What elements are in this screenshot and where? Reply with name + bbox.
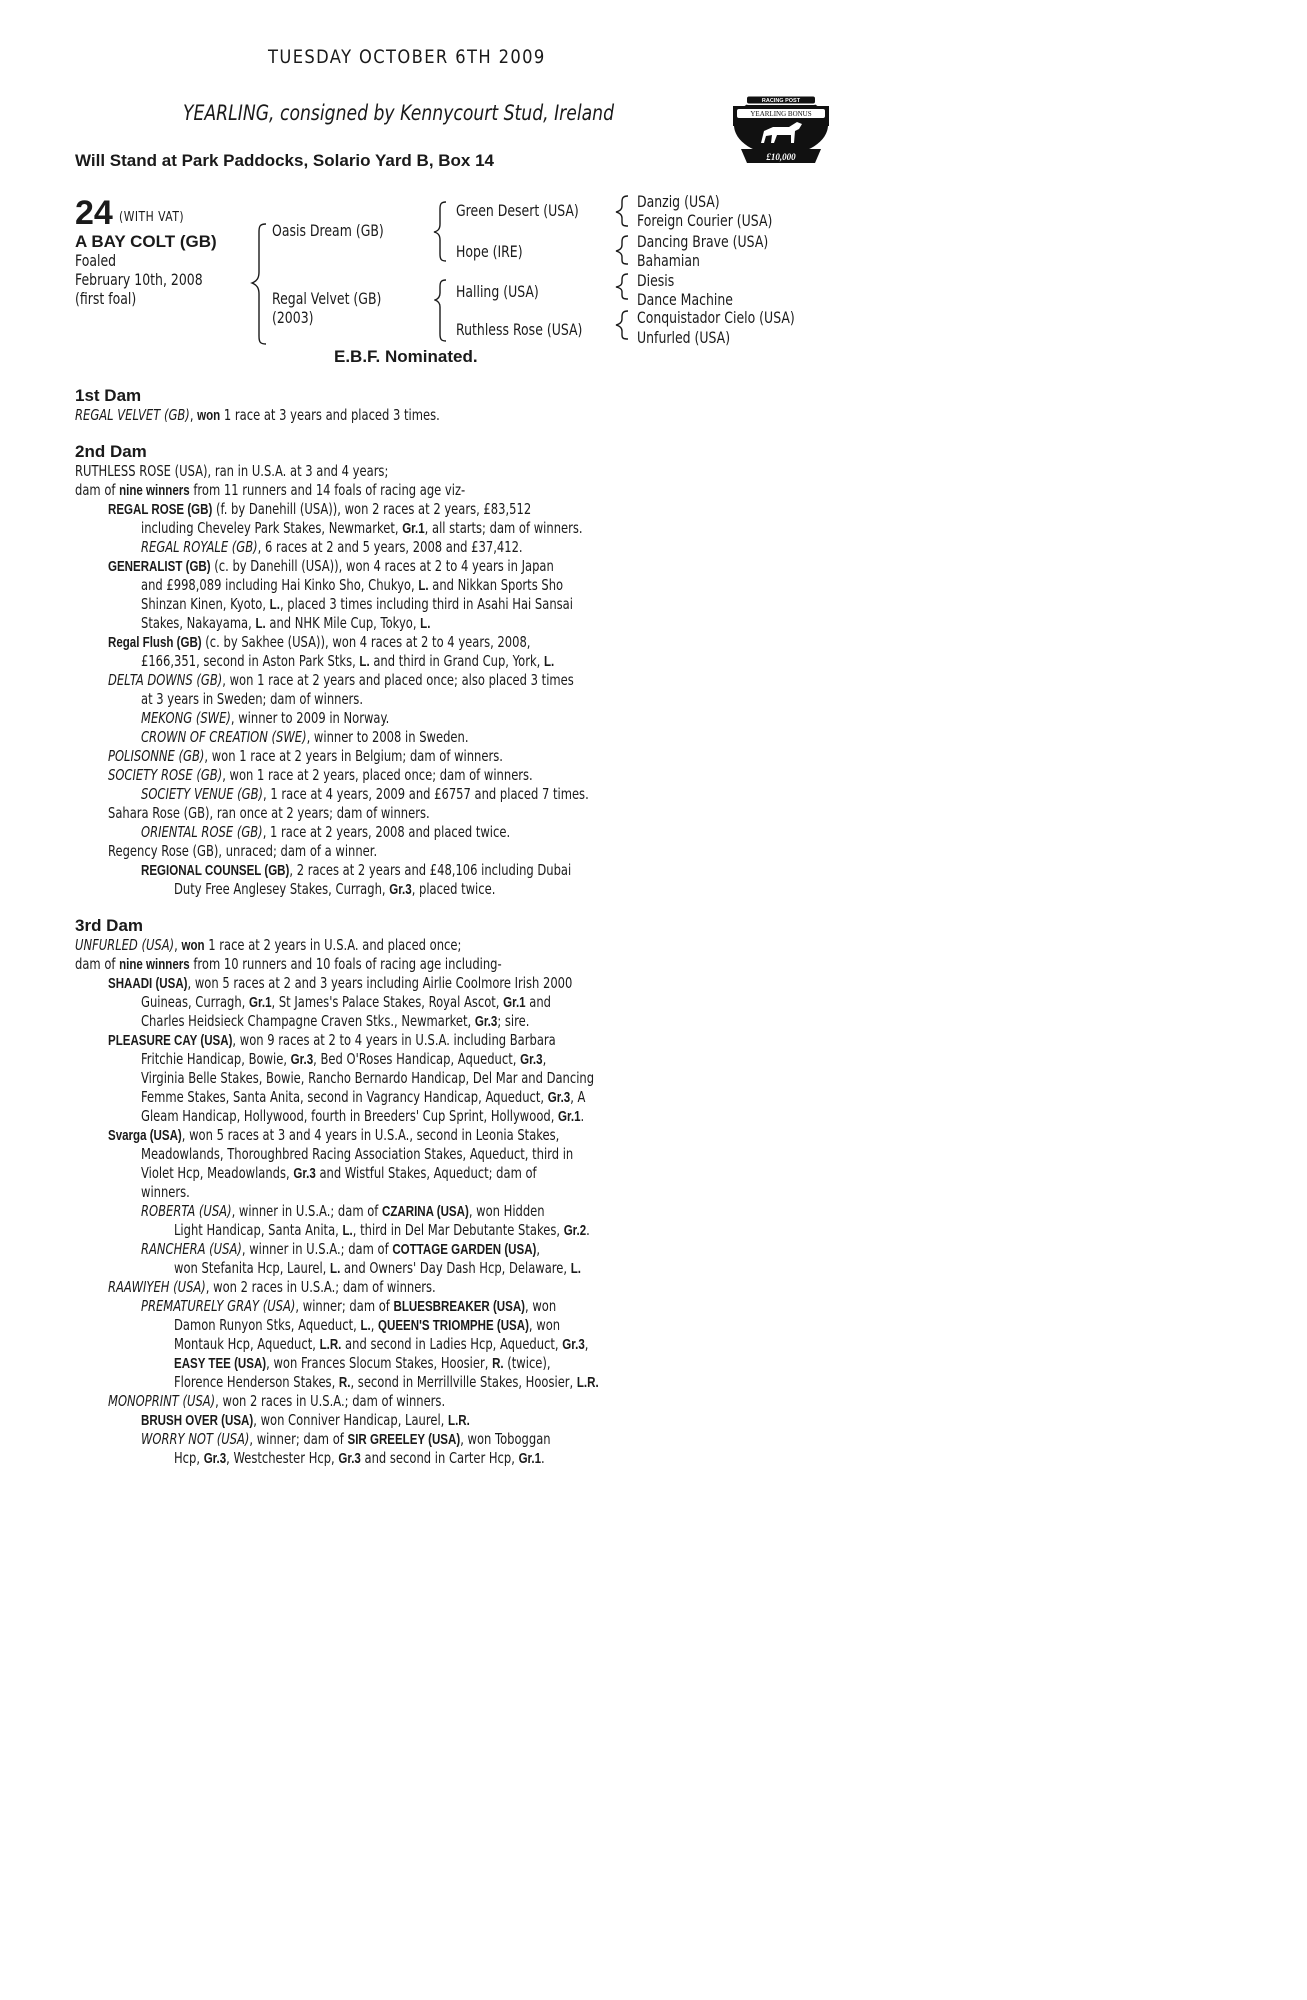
text-run: Shinzan Kinen, Kyoto, bbox=[141, 595, 270, 613]
text-run: , won bbox=[528, 1316, 561, 1334]
catalogue-line-text bbox=[141, 1430, 551, 1448]
pedigree-g3-4: Bahamian bbox=[637, 251, 700, 270]
catalogue-line bbox=[141, 1430, 680, 1449]
text-run: Florence Henderson Stakes, bbox=[174, 1373, 339, 1391]
bold-run: QUEEN'S TRIOMPHE (USA) bbox=[378, 1317, 529, 1334]
bold-run: won bbox=[181, 937, 205, 954]
catalogue-line-text bbox=[141, 993, 551, 1011]
catalogue-line-text bbox=[108, 557, 554, 575]
text-run: and second in Ladies Hcp, Aqueduct, bbox=[341, 1335, 563, 1353]
bold-run: L.R. bbox=[319, 1336, 342, 1353]
bold-run: L.R. bbox=[448, 1412, 470, 1429]
catalogue-line-text bbox=[141, 728, 469, 746]
pedigree-sire-sire: Green Desert (USA) bbox=[456, 201, 579, 220]
text-run: , bbox=[174, 936, 182, 954]
pedigree-g3-8: Unfurled (USA) bbox=[637, 328, 731, 347]
bold-run: Svarga (USA) bbox=[108, 1127, 182, 1144]
text-run: and Wistful Stakes, Aqueduct; dam of bbox=[315, 1164, 537, 1182]
text-run: , won 2 races in U.S.A.; dam of winners. bbox=[205, 1278, 436, 1296]
bold-run: Gr.1 bbox=[518, 1450, 542, 1467]
catalogue-line bbox=[108, 1392, 552, 1411]
catalogue-line-text bbox=[141, 1050, 546, 1068]
bold-run: L. bbox=[570, 1260, 581, 1277]
catalogue-line-text bbox=[174, 1316, 560, 1334]
text-run: , 1 race at 2 years, 2008 and placed twice. bbox=[262, 823, 511, 841]
text-run: (c. by Sakhee (USA)), won 4 races at 2 to 4 years, 2008, bbox=[201, 633, 531, 651]
text-run: , third in Del Mar Debutante Stakes, bbox=[352, 1221, 564, 1239]
bold-run: nine winners bbox=[119, 482, 190, 499]
catalogue-line bbox=[174, 1335, 719, 1354]
text-run: , bbox=[542, 1050, 547, 1068]
text-run: and Owners' Day Dash Hcp, Delaware, bbox=[340, 1259, 571, 1277]
pedigree-dam-sire: Halling (USA) bbox=[456, 282, 539, 301]
text-run: Light Handicap, Santa Anita, bbox=[174, 1221, 343, 1239]
catalogue-line-text bbox=[141, 690, 363, 708]
bold-run: Gr.3 bbox=[389, 881, 412, 898]
text-run: Meadowlands, Thoroughbred Racing Association Stakes, Aqueduct, third in bbox=[141, 1145, 574, 1163]
sale-date: TUESDAY OCTOBER 6TH 2009 bbox=[268, 46, 546, 68]
badge-bottom-text: £10,000 bbox=[766, 152, 796, 162]
catalogue-line bbox=[141, 1050, 674, 1069]
stand-location: Will Stand at Park Paddocks, Solario Yard B, Box 14 bbox=[75, 151, 495, 170]
bold-run: R. bbox=[338, 1374, 351, 1391]
text-run: winners. bbox=[141, 1183, 190, 1201]
text-run: dam of bbox=[75, 481, 120, 499]
catalogue-line bbox=[75, 406, 555, 425]
pedigree-dam-year: (2003) bbox=[272, 308, 314, 327]
catalogue-line bbox=[75, 936, 583, 955]
catalogue-line-text bbox=[108, 1126, 559, 1144]
catalogue-line-text bbox=[141, 1202, 545, 1220]
catalogue-line-text bbox=[141, 1088, 585, 1106]
text-run: . bbox=[541, 1449, 545, 1467]
catalogue-line-text bbox=[141, 785, 589, 803]
italic-run: REGAL VELVET (GB) bbox=[75, 406, 190, 424]
bold-run: L. bbox=[342, 1222, 353, 1239]
bold-run: Regal Flush (GB) bbox=[108, 634, 202, 651]
bold-run: BLUESBREAKER (USA) bbox=[393, 1298, 526, 1315]
text-run: , winner; dam of bbox=[249, 1430, 348, 1448]
lot-name: A BAY COLT (GB) bbox=[75, 232, 217, 251]
yearling-bonus-badge bbox=[731, 91, 831, 169]
text-run: Femme Stakes, Santa Anita, second in Vagrancy Handicap, Aqueduct, bbox=[141, 1088, 548, 1106]
text-run: , winner in U.S.A.; dam of bbox=[231, 1202, 383, 1220]
bold-run: Gr.3 bbox=[290, 1051, 314, 1068]
catalogue-line-text bbox=[141, 1069, 594, 1087]
catalogue-line bbox=[108, 1031, 697, 1050]
catalogue-line-text bbox=[174, 1335, 588, 1353]
catalogue-line-text bbox=[108, 500, 531, 518]
catalogue-line-text bbox=[141, 1164, 537, 1182]
text-run: , St James's Palace Stakes, Royal Ascot, bbox=[271, 993, 504, 1011]
catalogue-line bbox=[141, 1202, 672, 1221]
text-run: , Bed O'Roses Handicap, Aqueduct, bbox=[313, 1050, 521, 1068]
foaled-label: Foaled bbox=[75, 251, 117, 270]
catalogue-line bbox=[141, 861, 707, 880]
italic-run: SOCIETY VENUE (GB) bbox=[141, 785, 264, 803]
catalogue-line bbox=[141, 993, 680, 1012]
italic-run: DELTA DOWNS (GB) bbox=[108, 671, 223, 689]
bold-run: Gr.3 bbox=[203, 1450, 227, 1467]
catalogue-line bbox=[75, 481, 588, 500]
catalogue-line bbox=[108, 766, 667, 785]
italic-run: WORRY NOT (USA) bbox=[141, 1430, 250, 1448]
text-run: . bbox=[586, 1221, 590, 1239]
bold-run: Gr.3 bbox=[520, 1051, 543, 1068]
catalogue-line-text bbox=[108, 633, 530, 651]
text-run: Montauk Hcp, Aqueduct, bbox=[174, 1335, 320, 1353]
text-run: dam of bbox=[75, 955, 120, 973]
foal-note: (first foal) bbox=[75, 289, 137, 308]
catalogue-line bbox=[141, 1297, 687, 1316]
catalogue-line bbox=[141, 785, 730, 804]
text-run: , won 1 race at 2 years in Belgium; dam of winners. bbox=[204, 747, 503, 765]
italic-run: RAAWIYEH (USA) bbox=[108, 1278, 206, 1296]
pedigree-g3-5: Diesis bbox=[637, 271, 675, 290]
italic-run: RANCHERA (USA) bbox=[141, 1240, 242, 1258]
catalogue-line-text bbox=[141, 595, 573, 613]
italic-run: MONOPRINT (USA) bbox=[108, 1392, 216, 1410]
text-run: , won bbox=[525, 1297, 557, 1315]
italic-run: CROWN OF CREATION (SWE) bbox=[141, 728, 307, 746]
ebf-nominated: E.B.F. Nominated. bbox=[334, 347, 478, 366]
text-run: Damon Runyon Stks, Aqueduct, bbox=[174, 1316, 361, 1334]
bold-run: won bbox=[197, 407, 221, 424]
catalogue-line-text bbox=[141, 652, 554, 670]
catalogue-line bbox=[141, 1411, 574, 1430]
catalogue-line bbox=[108, 1278, 539, 1297]
text-run: Virginia Belle Stakes, Bowie, Rancho Bernardo Handicap, Del Mar and Dancing bbox=[141, 1069, 595, 1087]
vat-note: (WITH VAT) bbox=[119, 209, 185, 225]
pedigree-g3-2: Foreign Courier (USA) bbox=[637, 211, 773, 230]
bold-run: L. bbox=[420, 615, 431, 632]
text-run: , 2 races at 2 years and £48,106 including Dubai bbox=[289, 861, 572, 879]
text-run: Guineas, Curragh, bbox=[141, 993, 250, 1011]
catalogue-line bbox=[174, 1449, 662, 1468]
catalogue-line bbox=[141, 519, 722, 538]
consignment-line: YEARLING, consigned by Kennycourt Stud, Ireland bbox=[183, 101, 615, 125]
text-run: Gleam Handicap, Hollywood, fourth in Breeders' Cup Sprint, Hollywood, bbox=[141, 1107, 559, 1125]
text-run: Duty Free Anglesey Stakes, Curragh, bbox=[174, 880, 390, 898]
catalogue-line bbox=[141, 1145, 710, 1164]
catalogue-line bbox=[108, 974, 719, 993]
text-run: and NHK Mile Cup, Tokyo, bbox=[265, 614, 421, 632]
text-run: 1 race at 3 years and placed 3 times. bbox=[220, 406, 440, 424]
text-run: , bbox=[584, 1335, 589, 1353]
catalogue-line bbox=[141, 1164, 662, 1183]
bold-run: L. bbox=[359, 653, 370, 670]
text-run: , won 5 races at 2 and 3 years including Airlie Coolmore Irish 2000 bbox=[187, 974, 573, 992]
text-run: , won Frances Slocum Stakes, Hoosier, bbox=[266, 1354, 493, 1372]
italic-run: ROBERTA (USA) bbox=[141, 1202, 232, 1220]
text-run: ; sire. bbox=[497, 1012, 530, 1030]
catalogue-line-text bbox=[174, 1354, 551, 1372]
text-run: (c. by Danehill (USA)), won 4 races at 2 to 4 years in Japan bbox=[210, 557, 554, 575]
catalogue-line bbox=[141, 538, 643, 557]
catalogue-line-text bbox=[75, 406, 440, 424]
foaled-date: February 10th, 2008 bbox=[75, 270, 203, 289]
text-run: , placed twice. bbox=[411, 880, 496, 898]
bold-run: REGAL ROSE (GB) bbox=[108, 501, 213, 518]
catalogue-line-text bbox=[75, 936, 461, 954]
italic-run: POLISONNE (GB) bbox=[108, 747, 205, 765]
catalogue-line bbox=[174, 1373, 733, 1392]
catalogue-line-text bbox=[141, 1145, 573, 1163]
section-heading-2nd-dam: 2nd Dam bbox=[75, 442, 147, 461]
bold-run: Gr.3 bbox=[474, 1013, 498, 1030]
bold-run: CZARINA (USA) bbox=[382, 1203, 469, 1220]
text-run: won Stefanita Hcp, Laurel, bbox=[174, 1259, 331, 1277]
catalogue-line bbox=[141, 1107, 724, 1126]
badge-top-text: RACING POST bbox=[761, 98, 801, 104]
catalogue-line-text bbox=[75, 955, 502, 973]
bold-run: L. bbox=[330, 1260, 341, 1277]
text-run: Charles Heidsieck Champagne Craven Stks., Newmarket, bbox=[141, 1012, 475, 1030]
text-run: (twice), bbox=[503, 1354, 551, 1372]
text-run: 1 race at 2 years in U.S.A. and placed once; bbox=[204, 936, 462, 954]
text-run: and second in Carter Hcp, bbox=[360, 1449, 519, 1467]
catalogue-line-text bbox=[174, 880, 495, 898]
catalogue-line bbox=[174, 880, 597, 899]
bold-run: Gr.3 bbox=[562, 1336, 585, 1353]
bold-run: Gr.3 bbox=[293, 1165, 316, 1182]
catalogue-line-text bbox=[108, 747, 503, 765]
bold-run: Gr.1 bbox=[402, 520, 425, 537]
catalogue-line-text bbox=[108, 766, 533, 784]
text-run: , all starts; dam of winners. bbox=[424, 519, 583, 537]
catalogue-line-text bbox=[141, 538, 523, 556]
text-run: , bbox=[189, 406, 198, 424]
pedigree-g3-1: Danzig (USA) bbox=[637, 192, 720, 211]
pedigree-g3-7: Conquistador Cielo (USA) bbox=[637, 308, 795, 327]
bold-run: L.R. bbox=[576, 1374, 599, 1391]
catalogue-line bbox=[108, 804, 531, 823]
text-run: . bbox=[580, 1107, 585, 1125]
catalogue-line bbox=[108, 671, 721, 690]
catalogue-line bbox=[174, 1259, 709, 1278]
italic-run: UNFURLED (USA) bbox=[75, 936, 175, 954]
catalogue-line-text bbox=[75, 481, 465, 499]
catalogue-line-text bbox=[174, 1449, 545, 1467]
italic-run: MEKONG (SWE) bbox=[141, 709, 231, 727]
catalogue-line-text bbox=[75, 462, 388, 480]
catalogue-line-text bbox=[174, 1221, 590, 1239]
bold-run: L. bbox=[255, 615, 266, 632]
text-run: including Cheveley Park Stakes, Newmarket, bbox=[141, 519, 403, 537]
catalogue-line-text bbox=[141, 823, 510, 841]
catalogue-line bbox=[141, 1012, 652, 1031]
catalogue-line bbox=[108, 557, 695, 576]
catalogue-line-text bbox=[141, 1183, 190, 1201]
pedigree-dam: Regal Velvet (GB) bbox=[272, 289, 382, 308]
catalogue-line bbox=[108, 747, 628, 766]
text-run: and third in Grand Cup, York, bbox=[369, 652, 544, 670]
catalogue-line-text bbox=[108, 671, 574, 689]
text-run: , bbox=[536, 1240, 541, 1258]
text-run: , won 1 race at 2 years, placed once; dam of winners. bbox=[222, 766, 533, 784]
italic-run: ORIENTAL ROSE (GB) bbox=[141, 823, 263, 841]
catalogue-line-text bbox=[141, 576, 563, 594]
text-run: , won 9 races at 2 to 4 years in U.S.A. including Barbara bbox=[232, 1031, 556, 1049]
badge-middle-text: YEARLING BONUS bbox=[750, 110, 812, 118]
text-run: and Nikkan Sports Sho bbox=[428, 576, 564, 594]
bold-run: Gr.2 bbox=[563, 1222, 587, 1239]
text-run: from 10 runners and 10 foals of racing age including- bbox=[189, 955, 502, 973]
catalogue-line bbox=[141, 1069, 737, 1088]
catalogue-line-text bbox=[141, 1107, 584, 1125]
pedigree-brackets-dam bbox=[434, 276, 454, 348]
text-run: , won 2 races in U.S.A.; dam of winners. bbox=[215, 1392, 446, 1410]
bold-run: SIR GREELEY (USA) bbox=[347, 1431, 461, 1448]
bold-run: EASY TEE (USA) bbox=[174, 1355, 267, 1372]
catalogue-line-text bbox=[141, 709, 389, 727]
bold-run: nine winners bbox=[119, 956, 190, 973]
text-run: , Westchester Hcp, bbox=[226, 1449, 339, 1467]
catalogue-line-text bbox=[108, 974, 572, 992]
catalogue-line bbox=[141, 576, 696, 595]
text-run: and bbox=[525, 993, 551, 1011]
catalogue-line bbox=[141, 614, 522, 633]
text-run: , placed 3 times including third in Asahi Hai Sansai bbox=[279, 595, 573, 613]
catalogue-line bbox=[141, 1183, 205, 1202]
bold-run: SHAADI (USA) bbox=[108, 975, 188, 992]
catalogue-line bbox=[174, 1354, 670, 1373]
catalogue-line-text bbox=[141, 519, 583, 537]
bold-run: Gr.1 bbox=[503, 994, 526, 1011]
catalogue-line bbox=[108, 1126, 702, 1145]
bold-run: L. bbox=[543, 653, 555, 670]
bold-run: L. bbox=[418, 577, 429, 594]
text-run: , winner to 2008 in Sweden. bbox=[306, 728, 469, 746]
bold-run: Gr.1 bbox=[558, 1108, 581, 1125]
catalogue-line-text bbox=[141, 1297, 556, 1315]
bold-run: REGIONAL COUNSEL (GB) bbox=[141, 862, 290, 879]
text-run: from 11 runners and 14 foals of racing age viz- bbox=[189, 481, 466, 499]
text-run: , winner; dam of bbox=[295, 1297, 394, 1315]
text-run: , second in Merrillville Stakes, Hoosier, bbox=[350, 1373, 577, 1391]
catalogue-line bbox=[108, 842, 462, 861]
text-run: at 3 years in Sweden; dam of winners. bbox=[141, 690, 363, 708]
catalogue-line bbox=[75, 955, 636, 974]
bold-run: COTTAGE GARDEN (USA) bbox=[392, 1241, 537, 1258]
catalogue-line-text bbox=[108, 804, 430, 822]
catalogue-line bbox=[141, 823, 627, 842]
section-heading-1st-dam: 1st Dam bbox=[75, 386, 142, 405]
text-run: , 6 races at 2 and 5 years, 2008 and £37,412. bbox=[257, 538, 523, 556]
text-run: £166,351, second in Aston Park Stks, bbox=[141, 652, 360, 670]
pedigree-sire-dam: Hope (IRE) bbox=[456, 242, 523, 261]
catalogue-line-text bbox=[141, 1411, 470, 1429]
catalogue-line bbox=[174, 1316, 682, 1335]
text-run: , won 1 race at 2 years and placed once; also placed 3 times bbox=[222, 671, 574, 689]
bold-run: Gr.1 bbox=[249, 994, 272, 1011]
bold-run: R. bbox=[492, 1355, 504, 1372]
catalogue-line-text bbox=[141, 1240, 540, 1258]
text-run: , bbox=[370, 1316, 379, 1334]
pedigree-dam-dam: Ruthless Rose (USA) bbox=[456, 320, 583, 339]
text-run: , won 5 races at 3 and 4 years in U.S.A., second in Leonia Stakes, bbox=[181, 1126, 560, 1144]
pedigree-sire: Oasis Dream (GB) bbox=[272, 221, 384, 240]
bold-run: Gr.3 bbox=[547, 1089, 571, 1106]
catalogue-line-text bbox=[174, 1373, 599, 1391]
catalogue-line bbox=[108, 633, 664, 652]
bold-run: GENERALIST (GB) bbox=[108, 558, 211, 575]
catalogue-line bbox=[75, 462, 487, 481]
text-run: , winner to 2009 in Norway. bbox=[230, 709, 390, 727]
italic-run: SOCIETY ROSE (GB) bbox=[108, 766, 223, 784]
text-run: Hcp, bbox=[174, 1449, 204, 1467]
bold-run: BRUSH OVER (USA) bbox=[141, 1412, 254, 1429]
catalogue-line-text bbox=[108, 1278, 436, 1296]
catalogue-line bbox=[141, 1240, 666, 1259]
bold-run: PLEASURE CAY (USA) bbox=[108, 1032, 233, 1049]
text-run: (f. by Danehill (USA)), won 2 races at 2 years, £83,512 bbox=[212, 500, 532, 518]
catalogue-line bbox=[174, 1221, 721, 1240]
catalogue-line bbox=[141, 595, 709, 614]
catalogue-line-text bbox=[141, 614, 430, 632]
catalogue-line bbox=[141, 652, 685, 671]
text-run: , A bbox=[570, 1088, 586, 1106]
text-run: Fritchie Handicap, Bowie, bbox=[141, 1050, 291, 1068]
pedigree-brackets bbox=[250, 196, 490, 356]
catalogue-line-text bbox=[108, 1392, 445, 1410]
catalogue-line bbox=[141, 709, 468, 728]
pedigree-g3-3: Dancing Brave (USA) bbox=[637, 232, 769, 251]
catalogue-line-text bbox=[141, 1012, 529, 1030]
bold-run: Gr.3 bbox=[338, 1450, 361, 1467]
catalogue-line-text bbox=[108, 1031, 556, 1049]
bold-run: L. bbox=[269, 596, 280, 613]
catalogue-line bbox=[141, 1088, 726, 1107]
text-run: , won Conniver Handicap, Laurel, bbox=[253, 1411, 449, 1429]
pedigree-brackets-g3 bbox=[614, 192, 636, 352]
text-run: Sahara Rose (GB), ran once at 2 years; dam of winners. bbox=[108, 804, 430, 822]
text-run: , won Toboggan bbox=[460, 1430, 551, 1448]
text-run: , 1 race at 4 years, 2009 and £6757 and placed 7 times. bbox=[263, 785, 589, 803]
text-run: , won Hidden bbox=[468, 1202, 545, 1220]
text-run: Stakes, Nakayama, bbox=[141, 614, 256, 632]
lot-number: 24 bbox=[75, 194, 113, 232]
text-run: and £998,089 including Hai Kinko Sho, Chukyo, bbox=[141, 576, 419, 594]
text-run: RUTHLESS ROSE (USA), ran in U.S.A. at 3 and 4 years; bbox=[75, 462, 389, 480]
bold-run: L. bbox=[360, 1317, 371, 1334]
catalogue-line-text bbox=[141, 861, 571, 879]
text-run: Violet Hcp, Meadowlands, bbox=[141, 1164, 294, 1182]
catalogue-line-text bbox=[108, 842, 377, 860]
italic-run: REGAL ROYALE (GB) bbox=[141, 538, 258, 556]
text-run: Regency Rose (GB), unraced; dam of a winner. bbox=[108, 842, 378, 860]
catalogue-line bbox=[108, 500, 665, 519]
catalogue-line bbox=[141, 728, 572, 747]
section-heading-3rd-dam: 3rd Dam bbox=[75, 916, 144, 935]
catalogue-line bbox=[141, 690, 433, 709]
pedigree-g3-6: Dance Machine bbox=[637, 290, 733, 309]
catalogue-line-text bbox=[174, 1259, 581, 1277]
italic-run: PREMATURELY GRAY (USA) bbox=[141, 1297, 296, 1315]
text-run: , winner in U.S.A.; dam of bbox=[241, 1240, 393, 1258]
